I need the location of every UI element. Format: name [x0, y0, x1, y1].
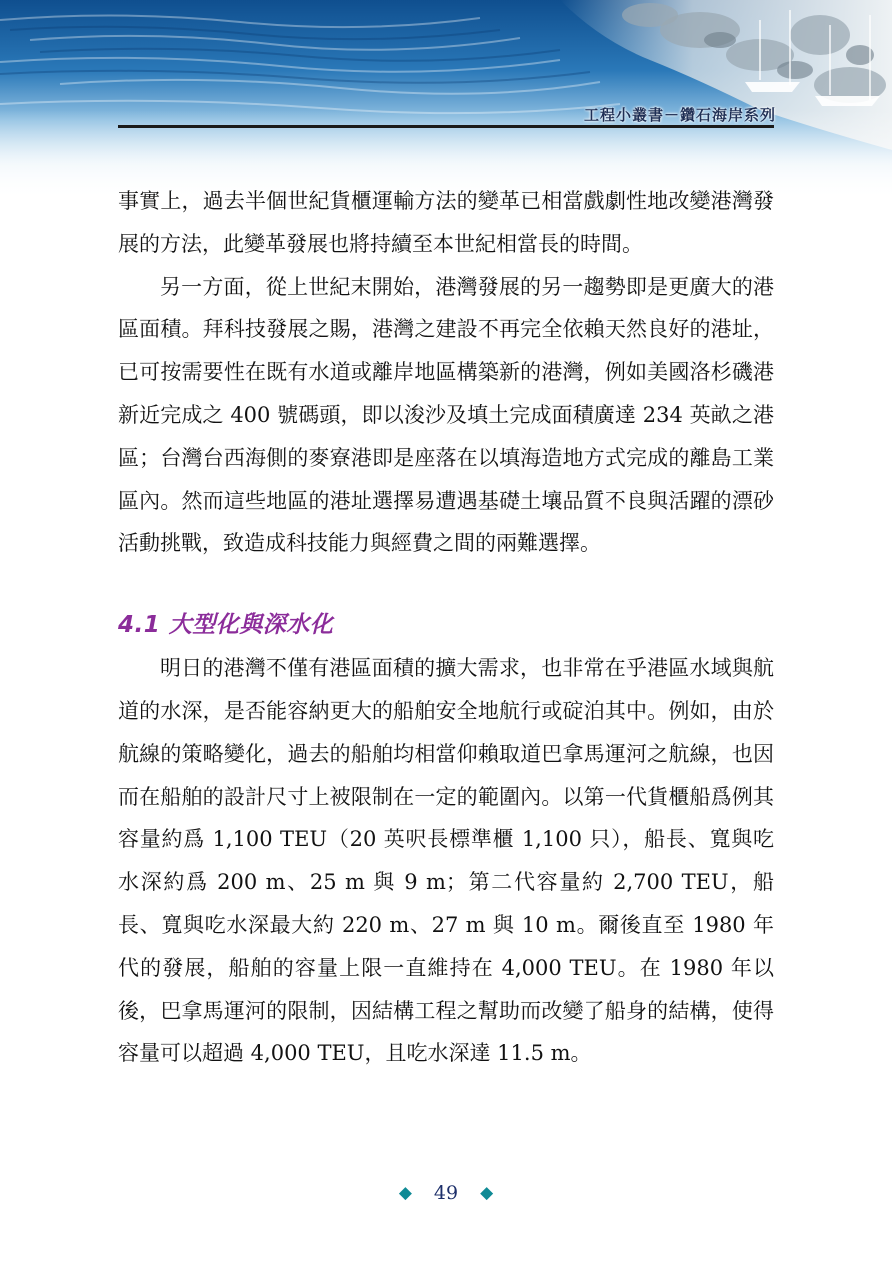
section-title: 4.1 大型化與深水化 [118, 612, 334, 639]
page-footer [0, 1182, 892, 1204]
header-banner [0, 0, 892, 200]
paragraph-3: 明日的港灣不僅有港區面積的擴大需求，也非常在乎港區水域與航道的水深，是否能容納更大的船舶安全地航行或碇泊其中。例如，由於航線的策略變化，過去的船舶均相當仰賴取道巴拿馬運河之航線，也因而在船舶的設計尺寸上被限制在一定的範圍內。以第一代貨櫃船爲例其容量約爲 1,100 TEU（20 英呎長標準櫃 1,100 只），船長、寬與吃水深約爲 200 m、25 m 與 9 m；第二代容量約 2,700 TEU，船長、寬與吃水深最大約 220 m、27 m 與 10 m。爾後直至 1980 年代的發展，船舶的容量上限一直維持在 4,000 TEU。在 1980 年以後，巴拿馬運河的限制，因結構工程之幫助而改變了船身的結構，使得容量可以超過 4,000 TEU，且吃水深達 11.5 m。 [118, 656, 774, 1066]
running-head: 工程小叢書－鑽石海岸系列 [583, 106, 776, 124]
ocean-banner-image [0, 0, 892, 200]
paragraph-2: 另一方面，從上世紀末開始，港灣發展的另一趨勢即是更廣大的港區面積。拜科技發展之賜，港灣之建設不再完全依賴天然良好的港址，已可按需要性在既有水道或離岸地區構築新的港灣，例如美國洛杉磯港新近完成之 400 號碼頭，即以浚沙及填土完成面積廣達 234 英畝之港區；台灣台西海側的麥寮港即是座落在以填海造地方式完成的離島工業區內。然而這些地區的港址選擇易遭遇基礎土壤品質不良與活躍的漂砂活動挑戰，致造成科技能力與經費之間的兩難選擇。 [118, 274, 774, 556]
page-number: 49 [433, 1182, 459, 1204]
diamond-right-icon: ◆ [480, 1183, 494, 1203]
header-rule [118, 125, 774, 128]
page-content [118, 180, 774, 1075]
diamond-left-icon: ◆ [398, 1183, 412, 1203]
paragraph-1: 事實上，過去半個世紀貨櫃運輸方法的變革已相當戲劇性地改變港灣發展的方法，此變革發展也將持續至本世紀相當長的時間。 [118, 189, 774, 256]
